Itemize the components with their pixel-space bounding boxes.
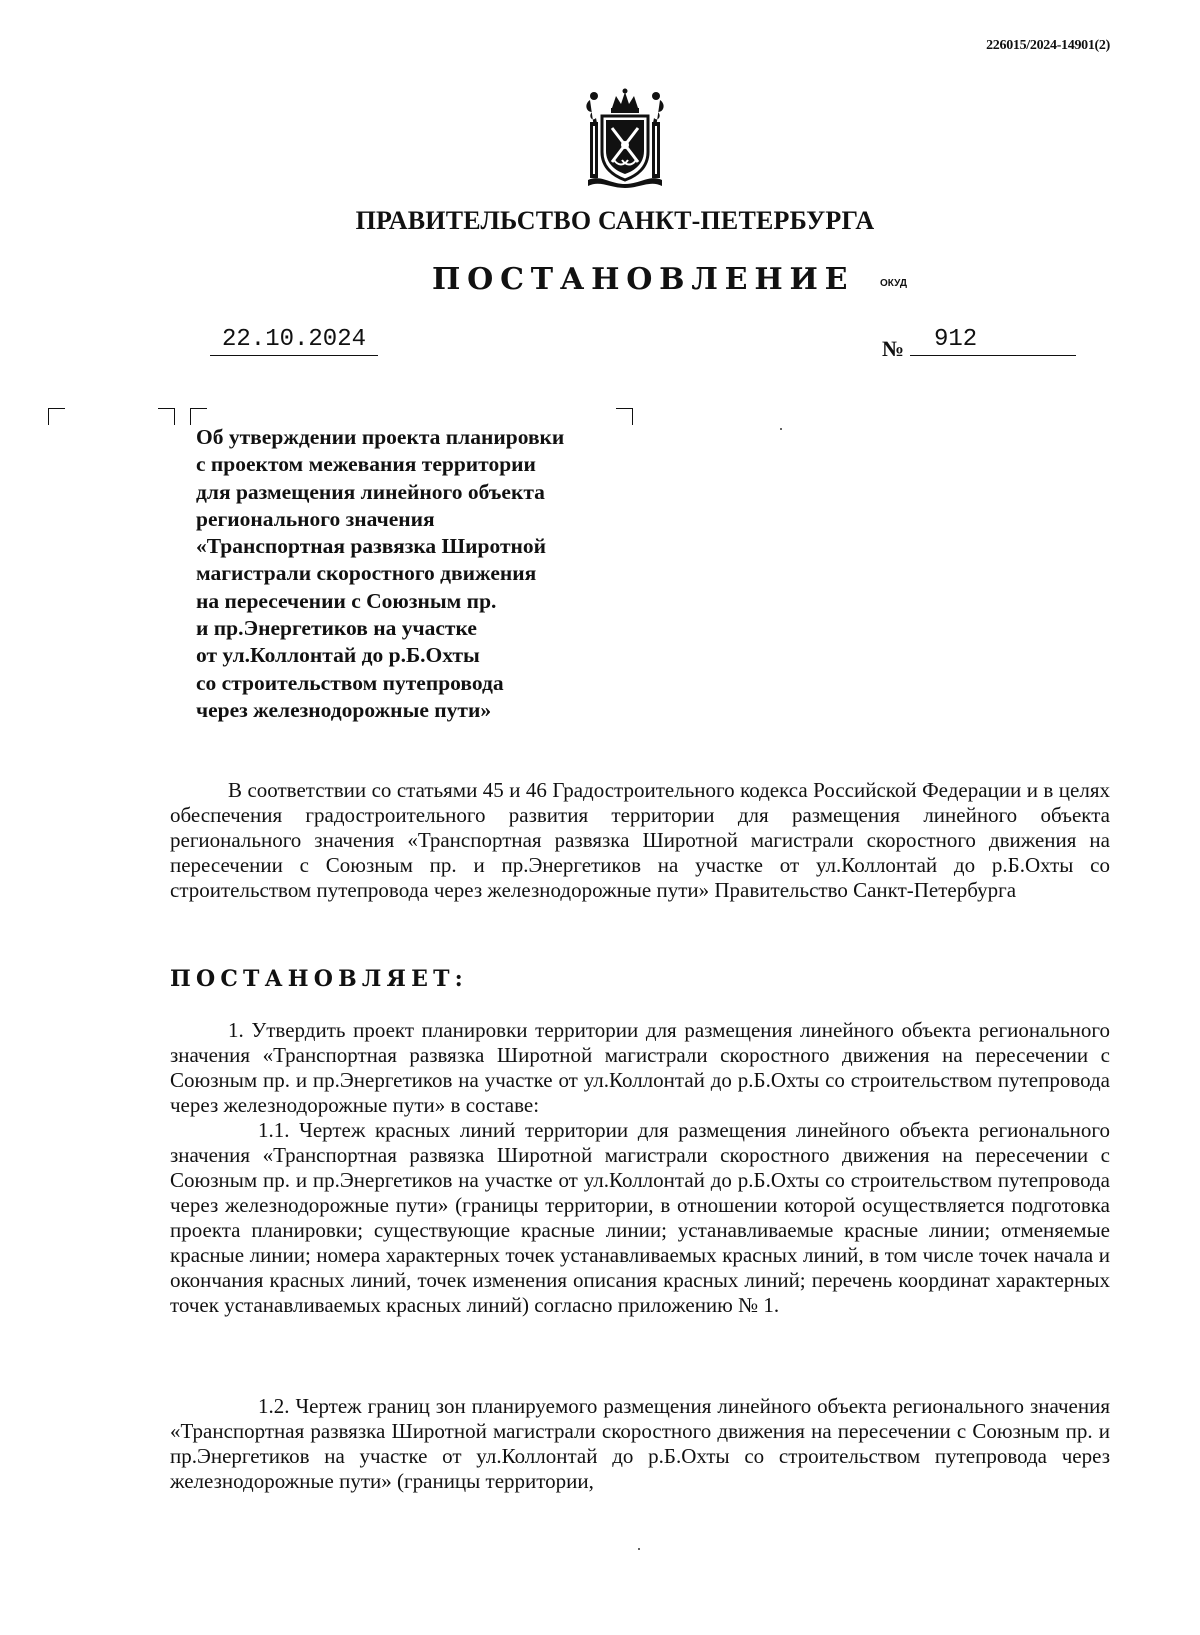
item-1-2-paragraph: 1.2. Чертеж границ зон планируемого размещения линейного объекта регионального значения «Транспортная развязка Широтной магистрали скоростного движения на пересечении с Союзным пр. и пр.Энергетиков на участке от ул.Коллонтай до р.Б.Охты со строительством путепровода через железнодорожные пути» (границы территории,: [170, 1394, 1110, 1493]
subject-line: со строительством путепровода: [196, 670, 504, 695]
item-1-1-paragraph: 1.1. Чертеж красных линий территории для размещения линейного объекта регионального значения «Транспортная развязка Широтной магистрали скоростного движения на пересечении с Союзным пр. и пр.Энергетиков на участке от ул.Коллонтай до р.Б.Охты со строительством путепровода через железнодорожные пути» (границы территории, в отношении которой осуществляется подготовка проекта планировки; существующие красные линии; устанавливаемые красные линии; отменяемые красные линии; номера характерных точек устанавливаемых красных линий, в том числе точек начала и окончания красных линий, точек изменения описания красных линий; перечень координат характерных точек устанавливаемых красных линий) согласно приложению № 1.: [170, 1118, 1110, 1317]
document-subject: [196, 424, 636, 724]
document-number: 912: [910, 326, 1076, 356]
subject-line: магистрали скоростного движения: [196, 561, 537, 586]
subject-line: и пр.Энергетиков на участке: [196, 616, 477, 641]
organization-name: ПРАВИТЕЛЬСТВО САНКТ-ПЕТЕРБУРГА: [355, 206, 875, 235]
corner-mark-subject-right: [616, 408, 633, 425]
item-1-paragraph: 1. Утвердить проект планировки территории для размещения линейного объекта регионального значения «Транспортная развязка Широтной магистрали скоростного движения на пересечении с Союзным пр. и пр.Энергетиков на участке от ул.Коллонтай до р.Б.Охты со строительством путепровода через железнодорожные пути» в составе:: [170, 1018, 1110, 1117]
corner-mark-top-left: [48, 408, 65, 425]
corner-mark-subject-left: [190, 408, 207, 425]
corner-mark-top-right: [158, 408, 175, 425]
document-type: ПОСТАНОВЛЕНИЕ: [432, 262, 855, 297]
subject-line: через железнодорожные пути»: [196, 697, 492, 722]
document-date: 22.10.2024: [210, 326, 378, 356]
scan-speck: [780, 428, 782, 430]
subject-line: с проектом межевания территории: [196, 452, 536, 477]
subject-line: регионального значения: [196, 506, 435, 531]
saint-petersburg-coat-of-arms-icon: [580, 88, 670, 188]
subject-line: Об утверждении проекта планировки: [196, 425, 565, 449]
subject-line: «Транспортная развязка Широтной: [196, 534, 547, 559]
okud-label: ОКУД: [880, 278, 907, 289]
subject-line: для размещения линейного объекта: [196, 479, 545, 504]
registration-number: 226015/2024-14901(2): [986, 38, 1110, 53]
subject-line: от ул.Коллонтай до р.Б.Охты: [196, 643, 480, 668]
decree-heading: ПОСТАНОВЛЯЕТ:: [170, 966, 468, 992]
preamble-paragraph: В соответствии со статьями 45 и 46 Градостроительного кодекса Российской Федерации и в целях обеспечения градостроительного развития территории для размещения линейного объекта регионального значения «Транспортная развязка Широтной магистрали скоростного движения на пересечении с Союзным пр. и пр.Энергетиков на участке от ул.Коллонтай до р.Б.Охты со строительством путепровода через железнодорожные пути» Правительство Санкт-Петербурга: [170, 778, 1110, 902]
number-sign: №: [882, 336, 905, 361]
subject-line: на пересечении с Союзным пр.: [196, 588, 497, 613]
scan-speck: [638, 1548, 640, 1550]
